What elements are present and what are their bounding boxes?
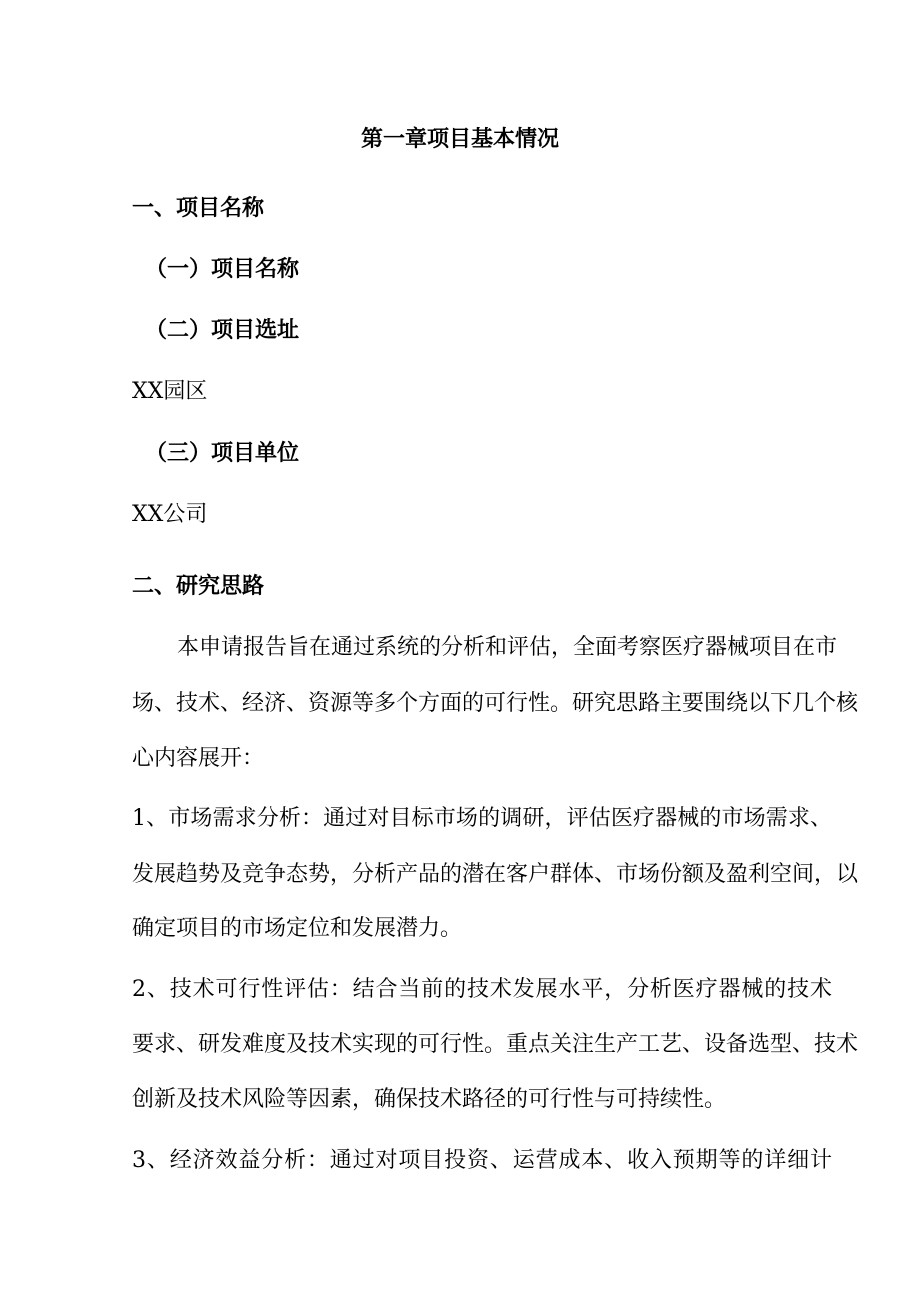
subheading-project-site: （二）项目选址 bbox=[145, 317, 300, 343]
paragraph-line: 本申请报告旨在通过系统的分析和评估，全面考察医疗器械项目在市 bbox=[177, 635, 838, 660]
subheading-project-name: （一）项目名称 bbox=[145, 256, 300, 282]
list-item-line: 3、经济效益分析：通过对项目投资、运营成本、收入预期等的详细计 bbox=[132, 1148, 832, 1173]
paragraph-line: 心内容展开： bbox=[132, 746, 265, 771]
section-heading-research-approach: 二、研究思路 bbox=[132, 573, 265, 599]
list-item-line: 发展趋势及竞争态势，分析产品的潜在客户群体、市场份额及盈利空间，以 bbox=[132, 862, 859, 887]
list-item-line: 1、市场需求分析：通过对目标市场的调研，评估医疗器械的市场需求、 bbox=[132, 806, 832, 831]
project-site-value: XX园区 bbox=[132, 379, 208, 404]
paragraph-line: 场、技术、经济、资源等多个方面的可行性。研究思路主要围绕以下几个核 bbox=[132, 691, 859, 716]
list-item-line: 2、技术可行性评估：结合当前的技术发展水平，分析医疗器械的技术 bbox=[132, 977, 832, 1002]
chapter-title: 第一章项目基本情况 bbox=[360, 126, 559, 152]
section-heading-project-name: 一、项目名称 bbox=[132, 195, 265, 221]
list-item-line: 要求、研发难度及技术实现的可行性。重点关注生产工艺、设备选型、技术 bbox=[132, 1032, 859, 1057]
list-item-line: 创新及技术风险等因素，确保技术路径的可行性与可持续性。 bbox=[132, 1087, 727, 1112]
list-item-line: 确定项目的市场定位和发展潜力。 bbox=[132, 916, 463, 941]
project-unit-value: XX公司 bbox=[132, 502, 208, 527]
subheading-project-unit: （三）项目单位 bbox=[145, 440, 300, 466]
